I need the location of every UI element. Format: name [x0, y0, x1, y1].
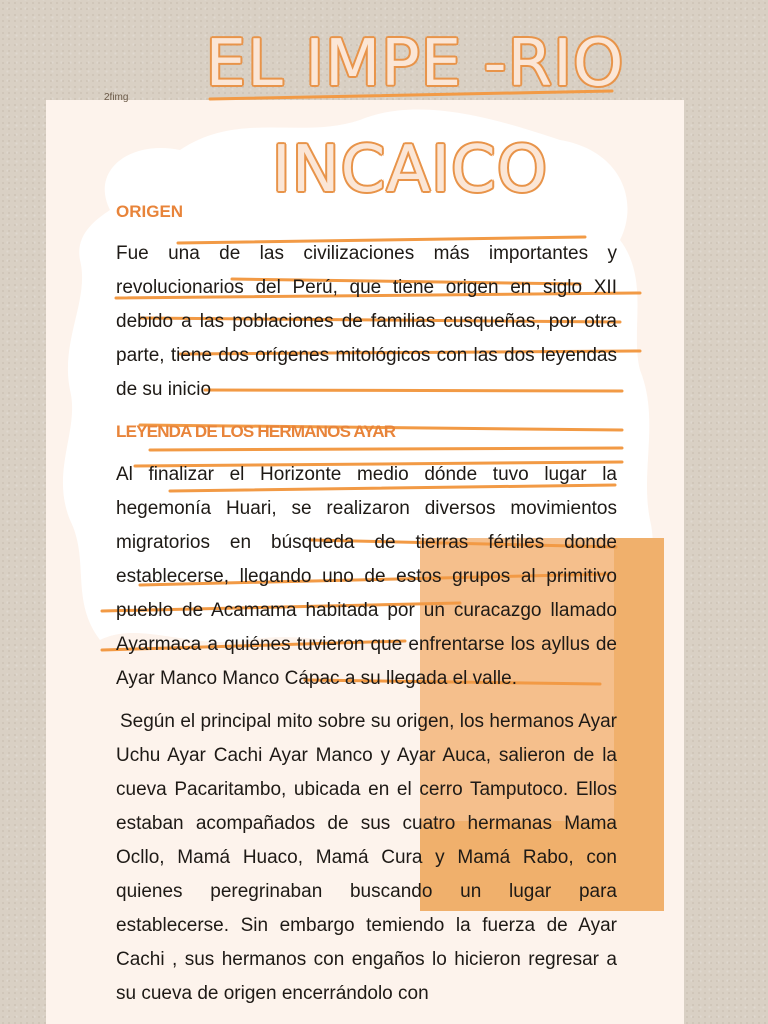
heading-origen: ORIGEN [116, 202, 184, 221]
title-line-2: INCAICO [271, 133, 549, 207]
heading-leyenda: LEYENDA DE LOS HERMANOS AYAR [116, 422, 396, 441]
paragraph-origen: Fue una de las civilizaciones más importantes y revolucionarios del Perú, que tiene origen en siglo XII debido a las poblaciones de familias cusqueñas, por otra parte, tiene dos orígenes mitológicos con las dos leyendas de su inicio [116, 243, 617, 400]
small-mark-text: 2fimg [104, 92, 129, 103]
paragraph-mito: Según el principal mito sobre su origen, los hermanos Ayar Uchu Ayar Cachi Ayar Manco y Ayar Auca, salieron de la cueva Pacaritambo, ubicada en el cerro Tamputoco. Ellos estaban acompañados de sus cuatro hermanas Mama Ocllo, Mamá Huaco, Mamá Cura y Mamá Rabo, con quienes peregrinaban buscando un lugar para establecerse. Sin embargo temiendo la fuerza de Ayar Cachi , sus hermanos con engaños lo hicieron regresar a su cueva de origen encerrándolo con [116, 711, 617, 1004]
title-line-1: EL IMPE -RIO [205, 27, 625, 101]
paragraph-leyenda: Al finalizar el Horizonte medio dónde tuvo lugar la hegemonía Huari, se realizaron diversos movimientos migratorios en búsqueda de tierras fértiles donde establecerse, llegando uno de estos grupos al primitivo pueblo de Acamama habitada por un curacazgo llamado Ayarmaca a quiénes tuvieron que enfrentarse los ayllus de Ayar Manco Manco Cápac a su llegada el valle. [116, 464, 617, 689]
